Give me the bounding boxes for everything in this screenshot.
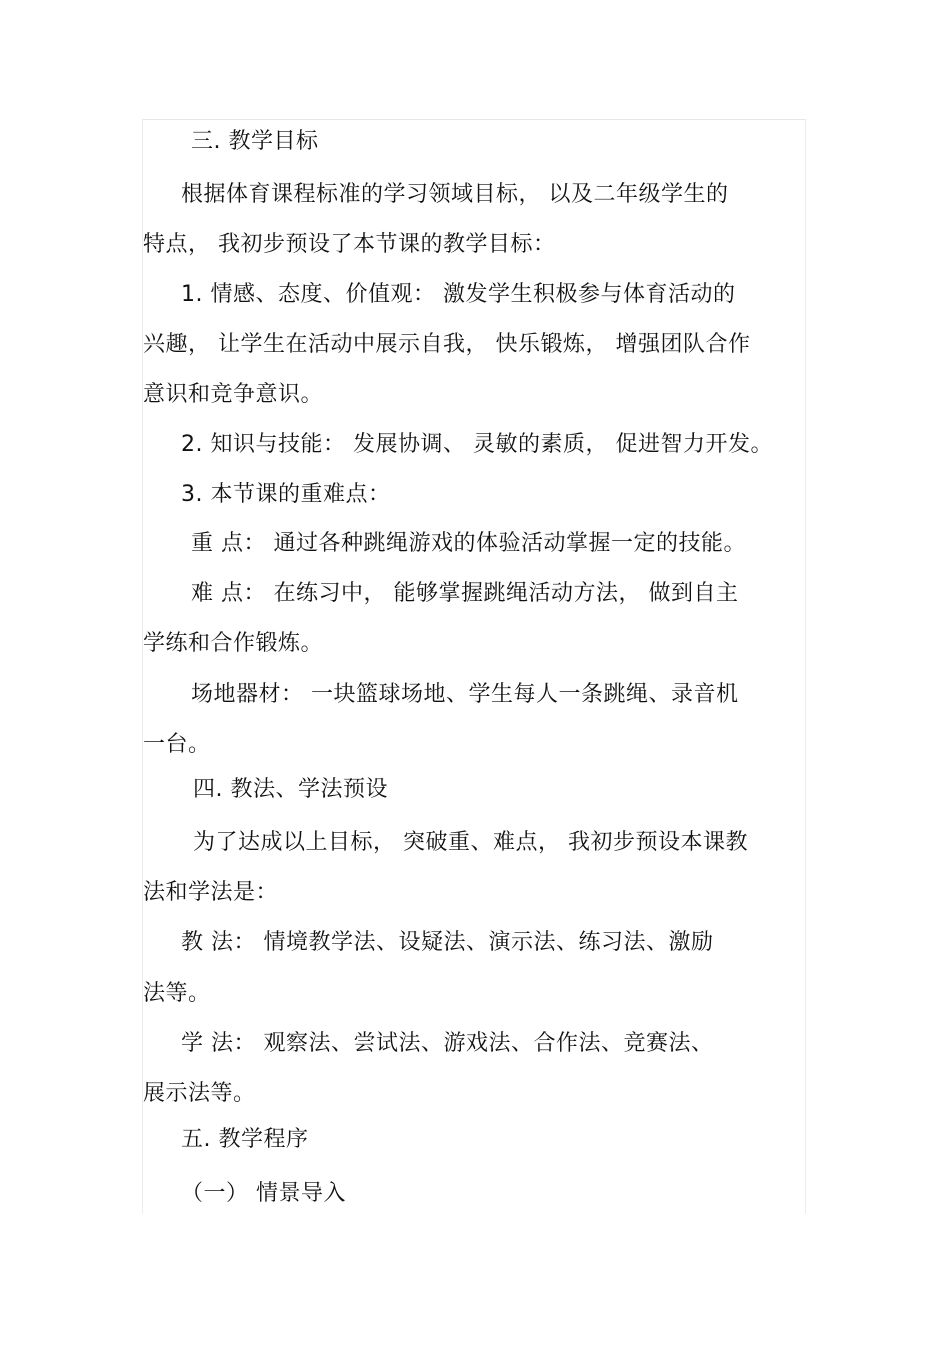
paragraph-line: 法等。 xyxy=(143,981,211,1006)
paragraph-line: 特点， 我初步预设了本节课的教学目标： xyxy=(143,232,556,257)
paragraph-line: 学 法： 观察法、尝试法、游戏法、合作法、竞赛法、 xyxy=(181,1031,714,1056)
paragraph-line: 教 法： 情境教学法、设疑法、演示法、练习法、激励 xyxy=(181,930,714,955)
heading-methods: 四. 教法、学法预设 xyxy=(193,777,388,802)
paragraph-line: 法和学法是： xyxy=(143,880,279,905)
paragraph-line: 一台。 xyxy=(143,732,211,757)
subheading-intro: （一） 情景导入 xyxy=(181,1181,346,1206)
paragraph-line: 1. 情感、态度、价值观： 激发学生积极参与体育活动的 xyxy=(181,282,736,307)
paragraph-line: 学练和合作锻炼。 xyxy=(143,631,324,656)
paragraph-line: 为了达成以上目标， 突破重、难点， 我初步预设本课教 xyxy=(193,830,748,855)
paragraph-line: 兴趣， 让学生在活动中展示自我， 快乐锻炼， 增强团队合作 xyxy=(143,332,751,357)
paragraph-line: 3. 本节课的重难点： xyxy=(181,482,391,507)
paragraph-line: 根据体育课程标准的学习领域目标， 以及二年级学生的 xyxy=(181,182,729,207)
paragraph-line: 重 点： 通过各种跳绳游戏的体验活动掌握一定的技能。 xyxy=(191,531,746,556)
paragraph-line: 意识和竞争意识。 xyxy=(143,382,324,407)
heading-teaching-objectives: 三. 教学目标 xyxy=(191,129,319,154)
paragraph-line: 2. 知识与技能： 发展协调、 灵敏的素质， 促进智力开发。 xyxy=(181,432,773,457)
paragraph-line: 难 点： 在练习中， 能够掌握跳绳活动方法， 做到自主 xyxy=(191,581,739,606)
paragraph-line: 展示法等。 xyxy=(143,1081,256,1106)
heading-procedure: 五. 教学程序 xyxy=(181,1127,309,1152)
paragraph-line: 场地器材： 一块篮球场地、学生每人一条跳绳、录音机 xyxy=(191,682,739,707)
